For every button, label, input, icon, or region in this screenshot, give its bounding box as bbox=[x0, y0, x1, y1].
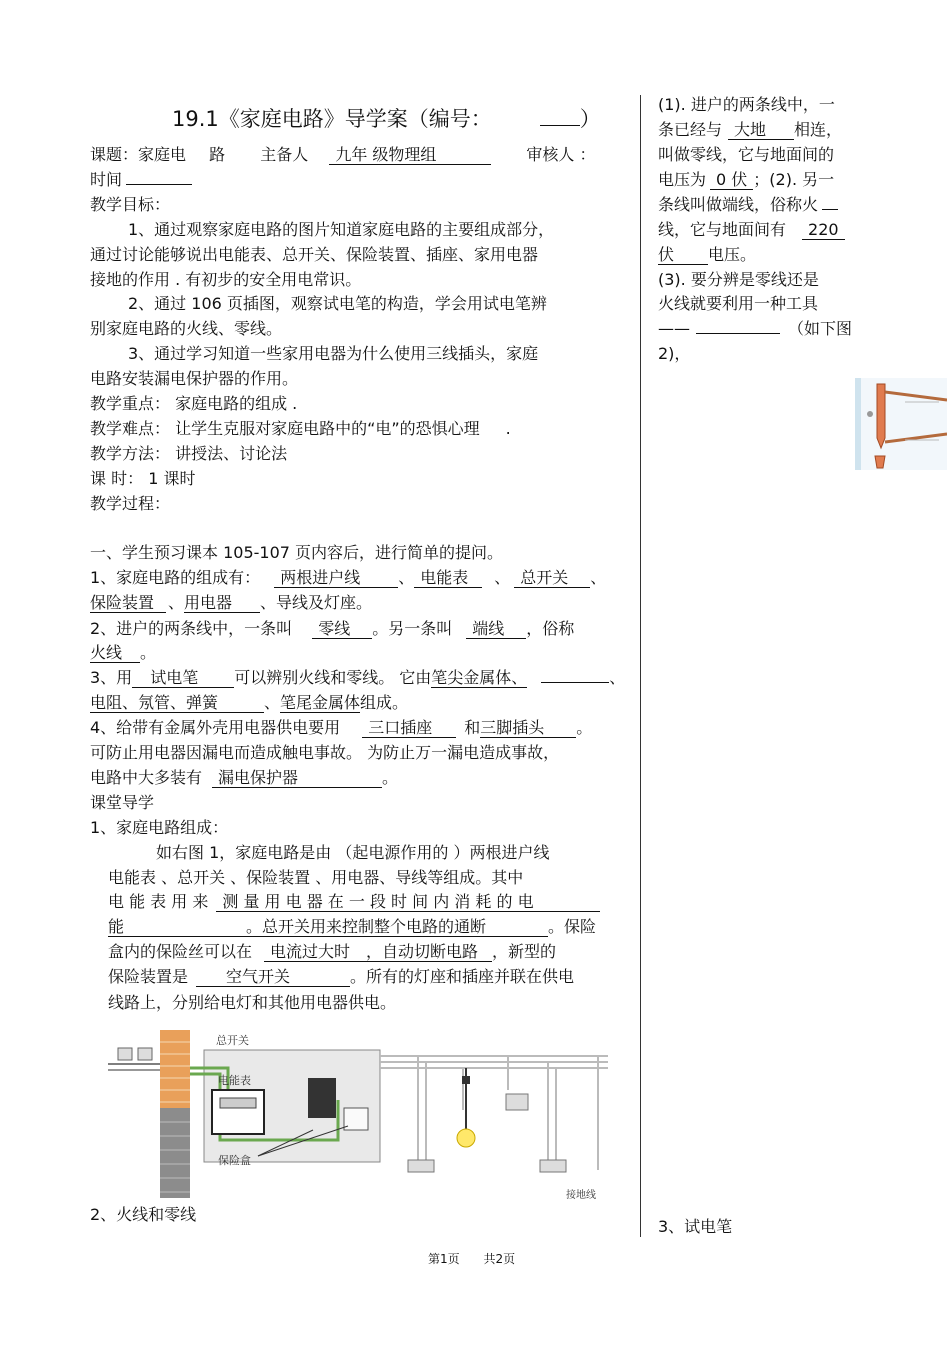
q1-end: 、导线及灯座。 bbox=[260, 593, 373, 612]
topic-label: 课题：家庭电 bbox=[90, 145, 187, 164]
goal-2: 2、通过 106 页插图，观察试电笔的构造，学会用试电笔辨 bbox=[128, 294, 547, 313]
guide-p4-b: 。总开关用来控制整个电路的通断 bbox=[246, 918, 548, 937]
q1-sep-4: 、 bbox=[168, 593, 185, 612]
footer-page: 第1页 bbox=[428, 1252, 460, 1266]
goal-3-cont: 电路安装漏电保护器的作用。 bbox=[90, 369, 299, 388]
guide-p3-a: 电 能 表 用 来 bbox=[108, 892, 209, 911]
q2-blank-3: 火线 bbox=[90, 644, 140, 663]
q4-text: 4、给带有金属外壳用电器供电要用 bbox=[90, 718, 341, 737]
right-blank-220: 220 bbox=[802, 221, 845, 240]
q2-end2: 。 bbox=[140, 643, 157, 662]
lamp-holder-icon bbox=[462, 1076, 470, 1084]
header-line bbox=[90, 145, 596, 165]
right-l1: (1). 进户的两条线中，一 bbox=[658, 95, 835, 114]
q4-line2: 可防止用电器因漏电而造成触电事故。 为防止万一漏电造成事故， bbox=[90, 743, 560, 762]
q3-text: 3、用 bbox=[90, 668, 133, 687]
right-l6-a: 线，它与地面间有 bbox=[658, 220, 787, 239]
goal-1: 1、通过观察家庭电路的图片知道家庭电路的主要组成部分， bbox=[128, 220, 555, 239]
time-label: 时间 bbox=[90, 170, 123, 189]
goal-1-cont: 通过讨论能够说出电能表、总开关、保险装置、插座、家用电器 bbox=[90, 245, 539, 264]
right-l7-b: 电压。 bbox=[708, 245, 757, 264]
guide-section-2: 2、火线和零线 bbox=[90, 1205, 197, 1224]
q3-empty-blank bbox=[541, 682, 609, 683]
q1-blank-5: 用电器 bbox=[184, 594, 260, 613]
goals-label: 教学目标： bbox=[90, 195, 171, 214]
q4-line3-text: 电路中大多装有 bbox=[90, 768, 203, 787]
guide-label: 课堂导学 bbox=[90, 793, 155, 812]
preparer-value: 九年 级物理组 bbox=[329, 146, 491, 165]
guide-p6 bbox=[108, 967, 574, 987]
page-footer bbox=[428, 1250, 515, 1267]
wiring bbox=[380, 1056, 608, 1170]
column-divider bbox=[640, 95, 641, 1237]
right-l4-a: 电压为 bbox=[658, 170, 707, 189]
q3-blank-3: 电阻、氖管、弹簧 bbox=[90, 694, 264, 713]
guide-p5 bbox=[108, 942, 556, 962]
preview-intro: 一、学生预习课本 105-107 页内容后，进行简单的提问。 bbox=[90, 543, 504, 562]
guide-p6-c: 。所有的灯座和插座并联在供电 bbox=[350, 967, 575, 986]
q3-end: 组成。 bbox=[360, 693, 409, 712]
q3-sep2: 、 bbox=[264, 693, 281, 712]
topic-label-end: 路 bbox=[209, 145, 226, 164]
q1-sep-2: 、 bbox=[494, 568, 511, 587]
guide-p3 bbox=[108, 892, 600, 912]
goal-3: 3、通过学习知道一些家用电器为什么使用三线插头，家庭 bbox=[128, 344, 539, 363]
guide-p4 bbox=[108, 917, 596, 937]
guide-p4-c: 。保险 bbox=[548, 917, 597, 936]
number-blank bbox=[540, 125, 580, 126]
title-text: 19.1《家庭电路》导学案（编号： bbox=[172, 107, 492, 131]
insulator-icon bbox=[108, 1048, 160, 1070]
q4-line3-end: 。 bbox=[382, 768, 399, 787]
right-blank-earth: 大地 bbox=[728, 121, 794, 140]
right-l8: (3). 要分辨是零线还是 bbox=[658, 270, 819, 289]
socket-icon-2 bbox=[540, 1160, 566, 1172]
right-section-3: 3、试电笔 bbox=[658, 1217, 733, 1236]
preparer-label: 主备人 bbox=[260, 145, 309, 164]
label-fuse: 保险盒 bbox=[218, 1154, 251, 1167]
right-l3: 叫做零线，它与地面间的 bbox=[658, 145, 835, 164]
right-l2-a: 条已经与 bbox=[658, 120, 723, 139]
guide-p2: 电能表 、总开关 、保险装置 、用电器、导线等组成。其中 bbox=[108, 868, 524, 887]
right-l10-a: —— bbox=[658, 319, 690, 338]
q1-sep-1: 、 bbox=[398, 568, 415, 587]
switch-icon bbox=[506, 1094, 528, 1110]
key-point: 教学重点： 家庭电路的组成 . bbox=[90, 394, 298, 413]
q1-blank-3: 总开关 bbox=[514, 569, 590, 588]
q3-blank-1: 试电笔 bbox=[132, 669, 234, 688]
method: 教学方法： 讲授法、讨论法 bbox=[90, 444, 288, 463]
footer-total: 共2页 bbox=[483, 1252, 516, 1266]
bulb-icon bbox=[457, 1129, 475, 1147]
right-l10 bbox=[658, 319, 852, 339]
right-l5 bbox=[658, 195, 838, 215]
socket-icon bbox=[408, 1160, 434, 1172]
q4-blank-2: 三脚插头 bbox=[480, 719, 576, 738]
q1-sep-3: 、 bbox=[590, 568, 607, 587]
test-pen-icon bbox=[877, 384, 885, 448]
q2-line2 bbox=[90, 643, 156, 663]
goal-1-cont2: 接地的作用 . 有初步的安全用电常识。 bbox=[90, 270, 362, 289]
right-l6 bbox=[658, 220, 845, 240]
q3-sep: 、 bbox=[609, 668, 626, 687]
right-l10-b: （如下图 bbox=[788, 319, 853, 338]
right-l4-c: ；(2). 另一 bbox=[753, 170, 835, 189]
q3-blank-4: 笔尾金属体 bbox=[280, 693, 361, 712]
right-l7-a: 伏 bbox=[658, 246, 708, 265]
right-l11: 2)， bbox=[658, 344, 691, 363]
guide-p6-a: 保险装置是 bbox=[108, 967, 189, 986]
guide-p5-blank: 电流过大时 bbox=[264, 943, 366, 962]
difficulty-end: . bbox=[505, 419, 511, 438]
q1-line2 bbox=[90, 593, 372, 613]
q4-end: 。 bbox=[576, 718, 593, 737]
process-label: 教学过程： bbox=[90, 494, 171, 513]
household-circuit-figure bbox=[108, 1030, 616, 1202]
right-l5-blank bbox=[822, 209, 838, 210]
meter-display bbox=[220, 1098, 256, 1108]
guide-p7: 线路上，分别给电灯和其他用电器供电。 bbox=[108, 993, 397, 1012]
meter-icon bbox=[212, 1090, 264, 1134]
q4-blank-3: 漏电保护器 bbox=[212, 769, 382, 788]
q1-text: 1、家庭电路的组成有： bbox=[90, 568, 261, 587]
label-meter: 电能表 bbox=[218, 1074, 251, 1087]
q1-blank-2: 电能表 bbox=[414, 569, 482, 588]
label-switch: 总开关 bbox=[216, 1034, 249, 1047]
fuse-box-icon bbox=[344, 1108, 368, 1130]
page-title bbox=[172, 103, 601, 133]
q3-line bbox=[90, 668, 625, 688]
right-l4 bbox=[658, 170, 834, 190]
right-blank-voltage: 0 伏 bbox=[710, 171, 753, 190]
right-l2 bbox=[658, 120, 842, 140]
guide-p4-blank: 能 bbox=[108, 918, 246, 937]
hours-line bbox=[90, 469, 195, 489]
right-l7 bbox=[658, 245, 756, 265]
title-end: ） bbox=[579, 107, 601, 131]
guide-p1: 如右图 1，家庭电路是由 （起电源作用的 ）两根进户线 bbox=[156, 843, 550, 862]
q1-blank-4: 保险装置 bbox=[90, 594, 166, 613]
guide-section-1: 1、家庭电路组成： bbox=[90, 818, 229, 837]
q4-blank-1: 三口插座 bbox=[362, 719, 456, 738]
right-l2-c: 相连， bbox=[794, 120, 843, 139]
q1-line bbox=[90, 568, 606, 588]
right-l9: 火线就要利用一种工具 bbox=[658, 294, 819, 313]
goal-2-cont: 别家庭电路的火线、零线。 bbox=[90, 319, 283, 338]
test-pen-figure bbox=[855, 378, 947, 470]
main-switch-icon bbox=[308, 1078, 336, 1118]
q2-blank-2: 端线 bbox=[466, 620, 526, 639]
guide-p6-blank: 空气开关 bbox=[196, 968, 350, 987]
q2-text: 2、进户的两条线中，一条叫 bbox=[90, 619, 293, 638]
guide-p3-blank: 测 量 用 电 器 在 一 段 时 间 内 消 耗 的 电 bbox=[216, 893, 600, 912]
q3-mid: 可以辨别火线和零线。 它由 bbox=[234, 668, 432, 687]
q2-line bbox=[90, 619, 574, 639]
right-tool-blank bbox=[696, 333, 780, 334]
difficulty-line bbox=[90, 419, 511, 439]
time-line bbox=[90, 170, 192, 190]
q2-end: ，俗称 bbox=[526, 619, 575, 638]
difficulty: 教学难点： 让学生克服对家庭电路中的“电”的恐惧心理 bbox=[90, 419, 480, 438]
guide-p5-d: ，新型的 bbox=[492, 942, 557, 961]
time-blank bbox=[126, 184, 192, 185]
hours-label: 课 时： bbox=[90, 469, 144, 488]
q4-line bbox=[90, 718, 592, 738]
right-l5-text: 条线叫做端线，俗称火 bbox=[658, 195, 819, 214]
q3-line2 bbox=[90, 693, 408, 713]
q2-blank-1: 零线 bbox=[312, 620, 372, 639]
q1-blank-1: 两根进户线 bbox=[274, 569, 398, 588]
brick-wall bbox=[160, 1030, 190, 1198]
guide-p5-c: ，自动切断电路 bbox=[366, 943, 492, 962]
q4-line3 bbox=[90, 768, 398, 788]
q3-blank-2: 笔尖金属体、 bbox=[431, 668, 528, 687]
hours-value: 1 课时 bbox=[148, 469, 196, 488]
guide-p5-a: 盒内的保险丝可以在 bbox=[108, 942, 253, 961]
q4-mid: 和 bbox=[464, 718, 481, 737]
q2-mid: 。另一条叫 bbox=[372, 619, 453, 638]
reviewer-label: 审核人 ： bbox=[526, 145, 596, 164]
label-ground: 接地线 bbox=[566, 1190, 596, 1201]
